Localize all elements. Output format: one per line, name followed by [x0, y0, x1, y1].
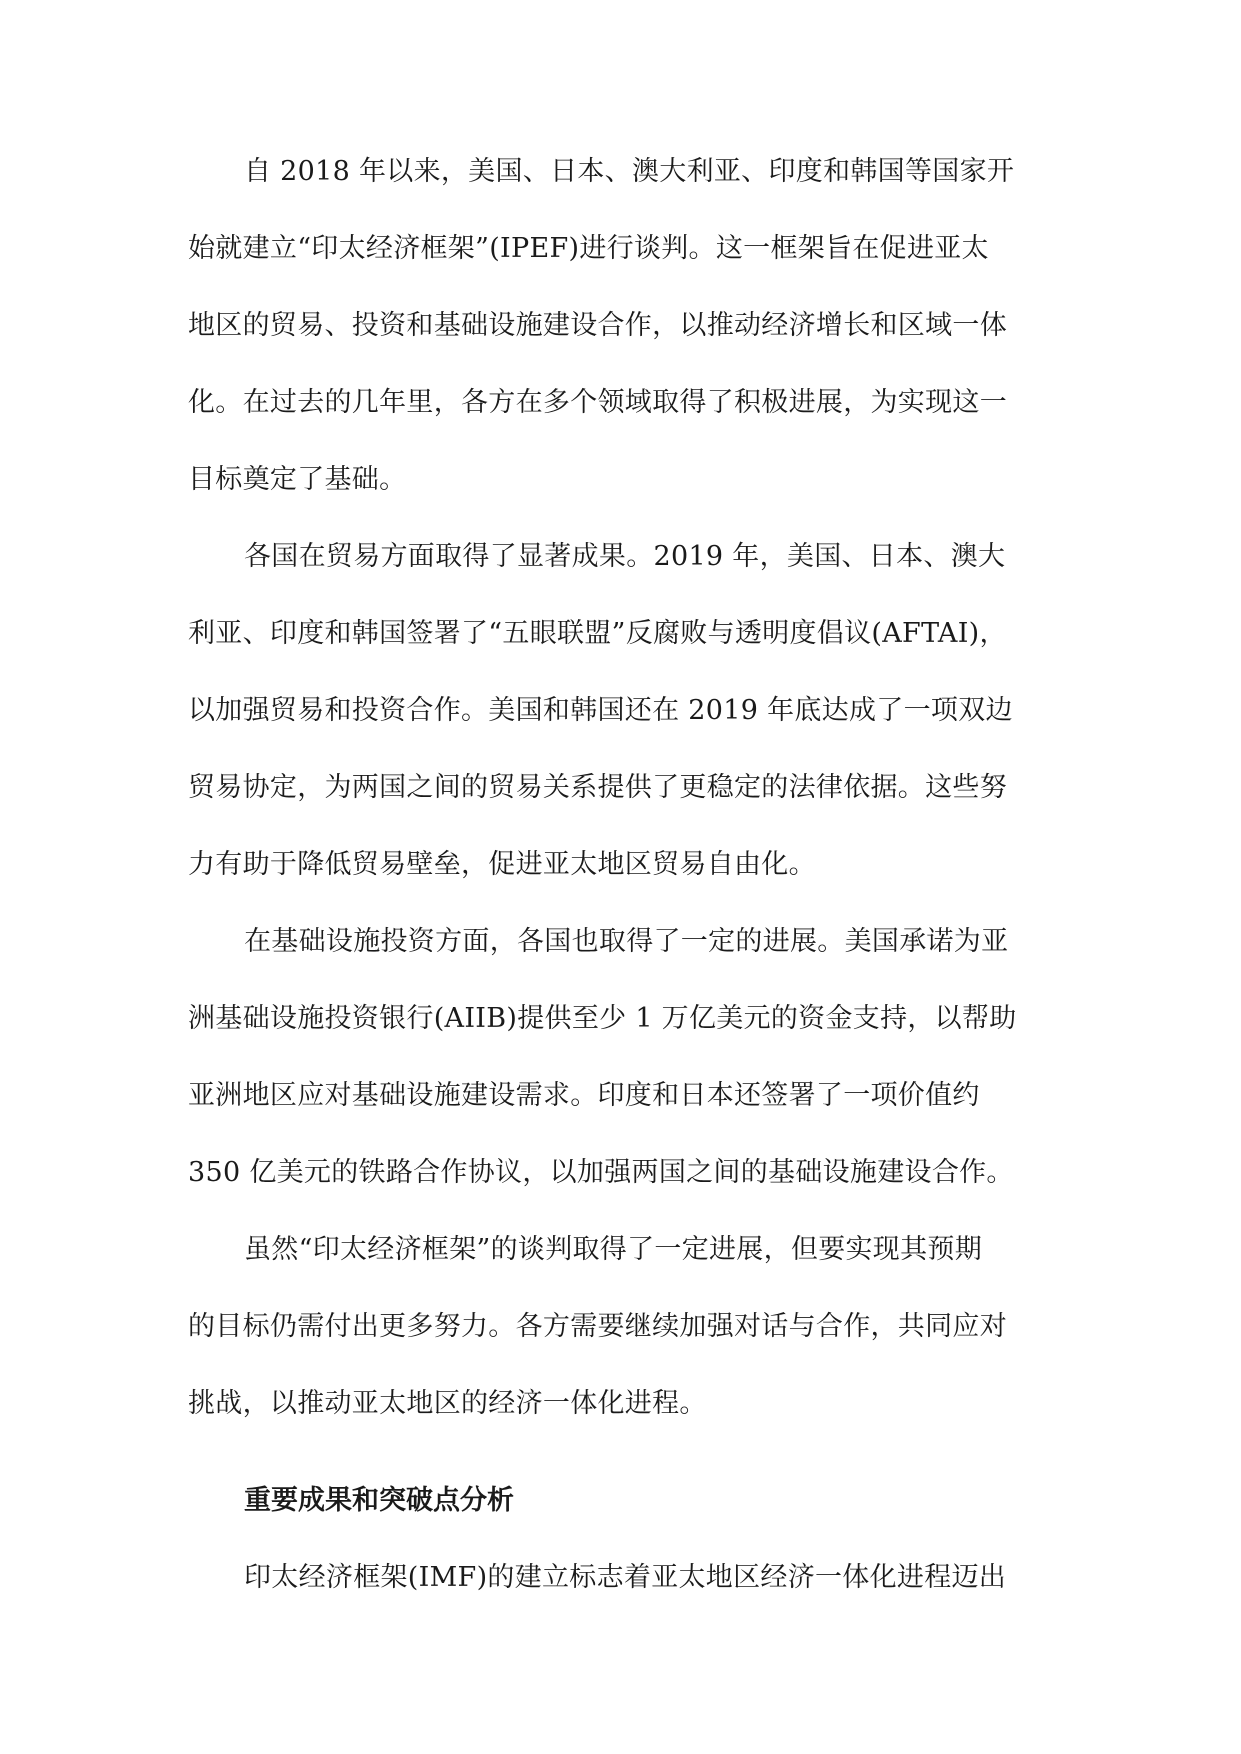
text-line: 目标奠定了基础。: [188, 464, 407, 495]
text-line: 印太经济框架(IMF)的建立标志着亚太地区经济一体化进程迈出: [244, 1562, 1007, 1593]
text-line: 虽然“印太经济框架”的谈判取得了一定进展，但要实现其预期: [244, 1234, 983, 1265]
text-line: 以加强贸易和投资合作。美国和韩国还在 2019 年底达成了一项双边: [188, 695, 1013, 726]
text-line: 化。在过去的几年里，各方在多个领域取得了积极进展，为实现这一: [188, 387, 1007, 418]
text-line: 自 2018 年以来，美国、日本、澳大利亚、印度和韩国等国家开: [244, 156, 1015, 187]
section-gap: [188, 1449, 1054, 1469]
section-heading: 重要成果和突破点分析: [244, 1485, 514, 1516]
text-line: 地区的贸易、投资和基础设施建设合作，以推动经济增长和区域一体: [188, 310, 1007, 341]
text-line: 各国在贸易方面取得了显著成果。2019 年，美国、日本、澳大: [244, 541, 1006, 572]
text-line: 利亚、印度和韩国签署了“五眼联盟”反腐败与透明度倡议(AFTAI)，: [188, 618, 1007, 649]
text-line: 力有助于降低贸易壁垒，促进亚太地区贸易自由化。: [188, 849, 816, 880]
text-line: 350 亿美元的铁路合作协议，以加强两国之间的基础设施建设合作。: [188, 1157, 1014, 1188]
text-line: 贸易协定，为两国之间的贸易关系提供了更稳定的法律依据。这些努: [188, 772, 1007, 803]
text-line: 亚洲地区应对基础设施建设需求。印度和日本还签署了一项价值约: [188, 1080, 980, 1111]
paragraph-2: [188, 525, 1054, 910]
text-line: 洲基础设施投资银行(AIIB)提供至少 1 万亿美元的资金支持，以帮助: [188, 1003, 1017, 1034]
text-line: 始就建立“印太经济框架”(IPEF)进行谈判。这一框架旨在促进亚太: [188, 233, 989, 264]
text-line: 在基础设施投资方面，各国也取得了一定的进展。美国承诺为亚: [244, 926, 1009, 957]
paragraph-4: [188, 1218, 1054, 1449]
document-body: [188, 140, 1054, 1623]
paragraph-1: [188, 140, 1054, 525]
paragraph-3: [188, 910, 1054, 1218]
text-line: 挑战，以推动亚太地区的经济一体化进程。: [188, 1388, 707, 1419]
paragraph-5: [188, 1546, 1054, 1623]
text-line: 的目标仍需付出更多努力。各方需要继续加强对话与合作，共同应对: [188, 1311, 1007, 1342]
